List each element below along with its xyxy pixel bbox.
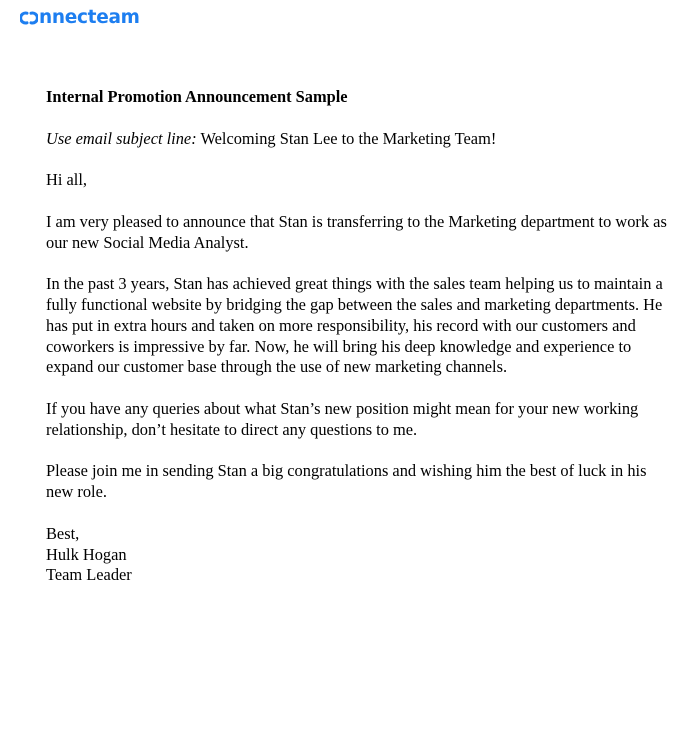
subject-text: Welcoming Stan Lee to the Marketing Team! [196, 128, 497, 148]
signature-closing: Best, [46, 523, 80, 543]
logo-text: nnecteam [39, 7, 140, 28]
connecteam-logo [20, 7, 140, 29]
subject-line [46, 129, 671, 150]
greeting: Hi all, [46, 170, 87, 190]
paragraph-achievements: In the past 3 years, Stan has achieved great things with the sales team helping us to maintain a fully functional website by bridging the gap between the sales and marketing departments. He has put in extra hours and taken on more responsibility, his record with our customers and coworkers is impressive by far. Now, he will bring his deep knowledge and experience to expand our customer base through the use of new marketing channels. [46, 274, 663, 377]
signature-block [46, 524, 671, 586]
paragraph-announcement: I am very pleased to announce that Stan is transferring to the Marketing department to work as our new Social Media Analyst. [46, 211, 667, 252]
connecteam-logo-icon [20, 11, 38, 25]
document-title: Internal Promotion Announcement Sample [46, 87, 348, 106]
signature-name: Hulk Hogan [46, 544, 127, 564]
document-body [46, 87, 671, 607]
signature-role: Team Leader [46, 565, 132, 585]
paragraph-queries: If you have any queries about what Stan’s new position might mean for your new working relationship, don’t hesitate to direct any questions to me. [46, 398, 639, 439]
paragraph-congratulations: Please join me in sending Stan a big congratulations and wishing him the best of luck in his new role. [46, 461, 647, 502]
subject-label: Use email subject line: [46, 128, 197, 148]
